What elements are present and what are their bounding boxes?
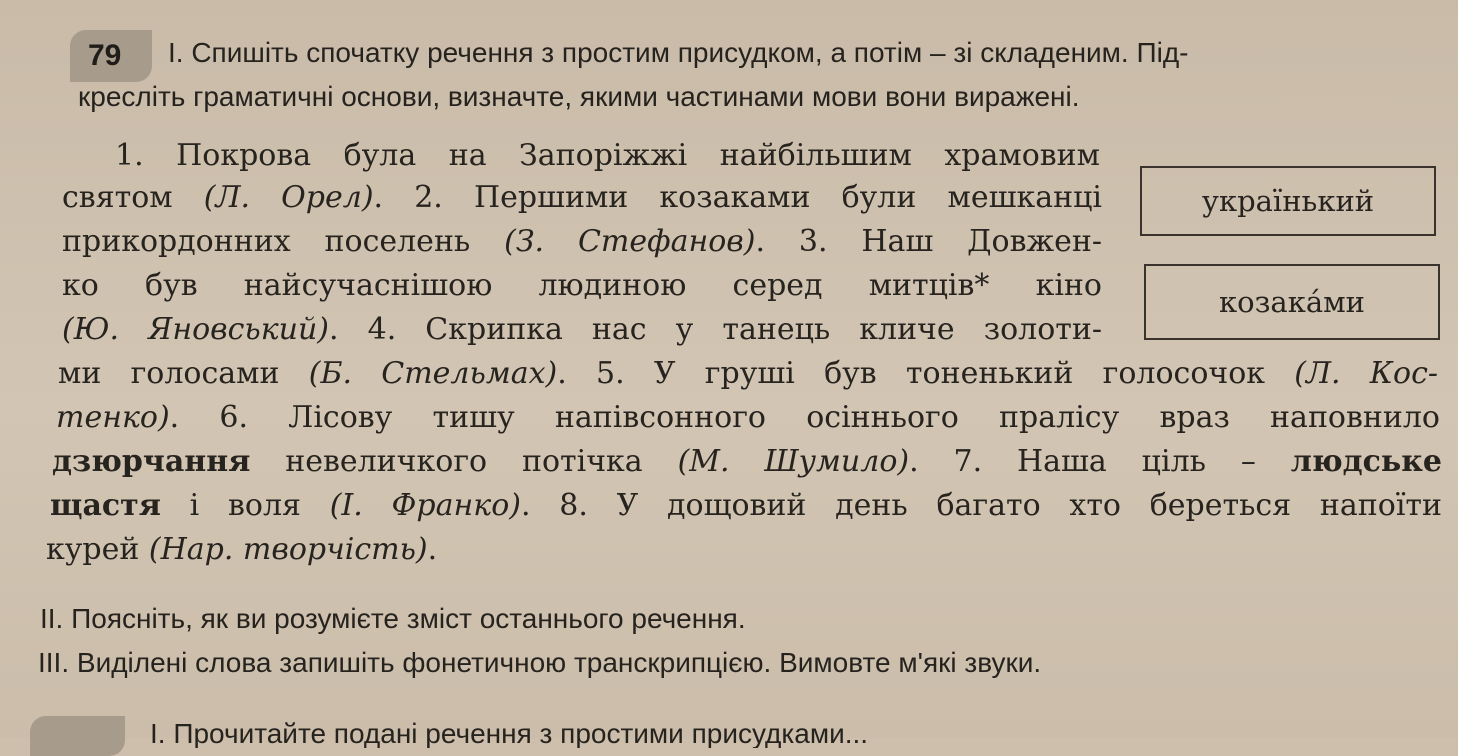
text-fragment: курей — [46, 532, 149, 567]
text-fragment: . 4. Скрипка нас у танець кличе золоти- — [329, 312, 1102, 347]
next-exercise-cut-text: І. Прочитайте подані речення з простими присудками... — [150, 718, 869, 748]
task-1-line-2: кресліть граматичні основи, визначте, якими частинами мови вони виражені. — [78, 81, 1080, 112]
exercise-number-badge — [70, 30, 152, 82]
text-line-8 — [52, 442, 1442, 482]
author-citation: (Л. Орел) — [203, 180, 374, 215]
text-fragment: . 3. Наш Довжен- — [755, 224, 1102, 259]
text-line-2 — [62, 178, 1102, 218]
author-citation: (Ю. Яновський) — [62, 312, 330, 347]
exercise-number: 79 — [88, 39, 122, 72]
text-line-6 — [58, 354, 1438, 394]
word-box-2-text: козака́ми — [1219, 285, 1365, 319]
author-citation: (Нар. творчість) — [148, 532, 428, 567]
task-3: III. Виділені слова запишіть фонетичною транскрипцією. Вимовте м'які звуки. — [38, 647, 1042, 678]
task-2: II. Поясніть, як ви розумієте зміст останнього речення. — [40, 603, 746, 634]
author-citation: (М. Шумило) — [677, 444, 910, 479]
text-fragment: святом — [62, 180, 204, 215]
word-box-1-text: українький — [1201, 184, 1375, 218]
text-fragment: . 5. У груші був тоненький голосочок — [557, 356, 1295, 391]
highlighted-word: щастя — [50, 488, 161, 523]
text-fragment: і воля — [160, 488, 330, 523]
highlighted-word: людське — [1290, 444, 1442, 479]
task-1-line-1: I. Спишіть спочатку речення з простим присудком, а потім – зі складеним. Під- — [168, 37, 1189, 68]
author-citation: (Л. Кос- — [1294, 356, 1439, 391]
text-line-3 — [62, 222, 1102, 262]
text-fragment: . — [427, 532, 438, 567]
text-fragment: . 6. Лісову тишу напівсонного осіннього пралісу враз наповнило — [169, 400, 1440, 435]
text-fragment: . 8. У дощовий день багато хто береться напоїти — [520, 488, 1443, 523]
word-box-1 — [1140, 166, 1436, 236]
text-fragment: прикордонних поселень — [62, 224, 505, 259]
author-citation: (З. Стефанов) — [504, 224, 756, 259]
author-citation: тенко) — [56, 400, 170, 435]
highlighted-word: дзюрчання — [52, 444, 251, 479]
text-line-7 — [56, 398, 1440, 438]
text-fragment: . 2. Першими козаками були мешканці — [373, 180, 1102, 215]
text-line-5 — [62, 310, 1102, 350]
text-fragment: ми голосами — [58, 356, 309, 391]
author-citation: (Б. Стельмах) — [308, 356, 558, 391]
author-citation: (І. Франко) — [329, 488, 521, 523]
text-line-1: 1. Покрова була на Запоріжжі найбільшим храмовим — [115, 138, 1100, 173]
text-line-9 — [50, 486, 1442, 526]
text-fragment: . 7. Наша ціль – — [909, 444, 1291, 479]
word-box-2 — [1144, 264, 1440, 340]
text-line-4: ко був найсучаснішою людиною серед митців* кіно — [62, 268, 1102, 303]
next-exercise-badge — [30, 716, 125, 756]
text-fragment: невеличкого потічка — [250, 444, 678, 479]
text-line-10 — [46, 530, 437, 570]
